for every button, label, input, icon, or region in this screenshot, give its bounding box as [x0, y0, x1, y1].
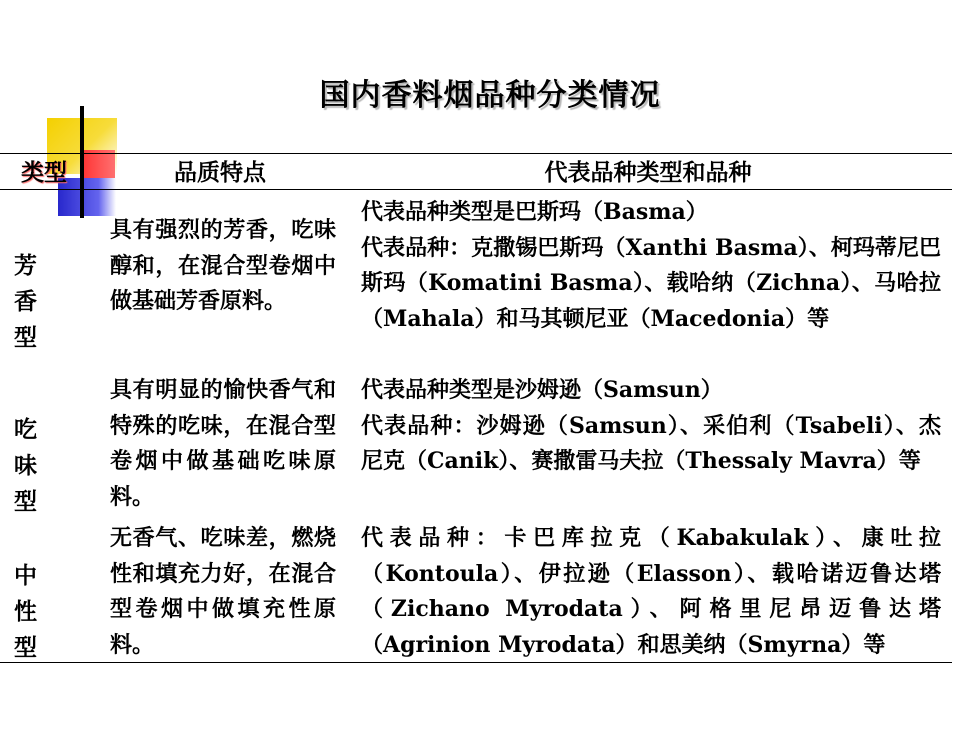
row-quality: 无香气、吃味差，燃烧性和填充力好，在混合型卷烟中做填充性原料。: [110, 525, 336, 658]
row-type: 中 性 型: [14, 562, 45, 661]
header-varieties: 代表品种类型和品种: [544, 160, 752, 186]
row-quality: 具有强烈的芳香，吃味醇和，在混合型卷烟中做基础芳香原料。: [110, 217, 336, 314]
row-type: 吃 味 型: [14, 416, 45, 515]
table-top-border: [0, 153, 952, 154]
row-varieties: 代表品种类型是巴斯玛（Basma） 代表品种：克撒锡巴斯玛（Xanthi Basma）、柯玛蒂尼巴斯玛（Komatini Basma）、载哈纳（Zichna）、马哈拉（Mahala）和马其顿尼亚（Macedonia）等: [361, 199, 941, 332]
row-varieties: 代表品种类型是沙姆逊（Samsun） 代表品种：沙姆逊（Samsun）、采伯利（Tsabeli）、杰尼克（Canik）、赛撒雷马夫拉（Thessaly Mavra）等: [361, 377, 941, 474]
row-quality: 具有明显的愉快香气和特殊的吃味，在混合型卷烟中做基础吃味原料。: [110, 377, 336, 510]
vertical-rule-decoration: [80, 106, 84, 218]
row-varieties: 代表品种：卡巴库拉克（Kabakulak）、康吐拉（Kontoula）、伊拉逊（Elasson）、载哈诺迈鲁达塔（Zichano Myrodata）、阿格里尼昂迈鲁达塔（Agrinion Myrodata）和思美纳（Smyrna）等: [361, 525, 941, 658]
page-title: 国内香料烟品种分类情况: [319, 78, 661, 113]
header-type: 类型: [21, 160, 67, 186]
row-type: 芳 香 型: [14, 252, 45, 351]
header-quality: 品质特点: [174, 160, 266, 186]
